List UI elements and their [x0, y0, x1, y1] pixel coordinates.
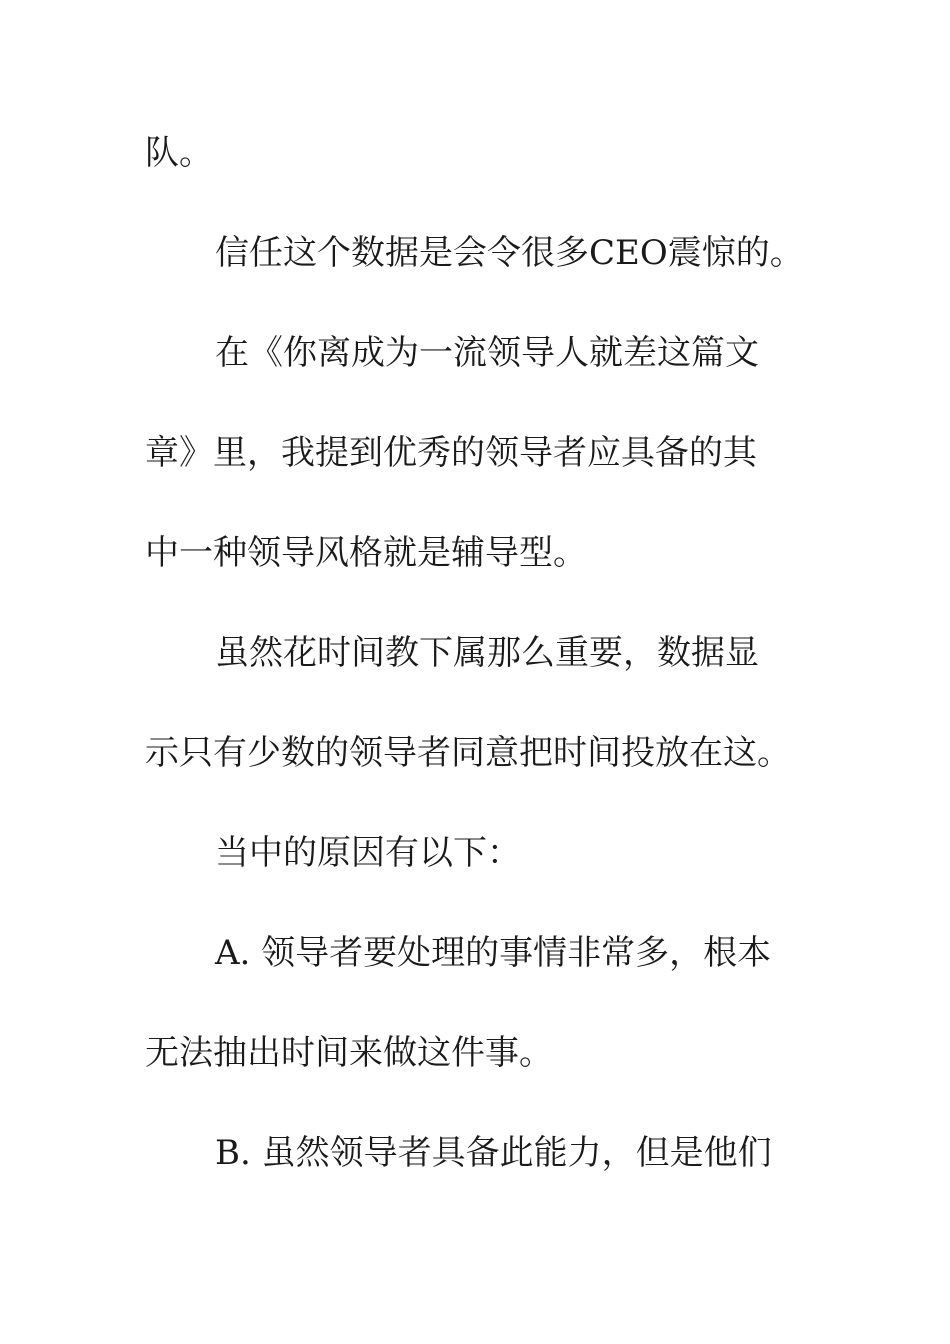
list-item-a: A. 领导者要处理的事情非常多，根本 [215, 933, 772, 973]
text-line: 虽然花时间教下属那么重要，数据显 [215, 633, 759, 673]
text-line: 章》里，我提到优秀的领导者应具备的其 [145, 433, 757, 473]
text-line: 中一种领导风格就是辅导型。 [145, 533, 587, 573]
text-line: 队。 [145, 133, 213, 173]
text-line: 信任这个数据是会令很多CEO震惊的。 [215, 233, 804, 273]
text-line: 在《你离成为一流领导人就差这篇文 [215, 333, 759, 373]
text-line: 示只有少数的领导者同意把时间投放在这。 [145, 733, 791, 773]
text-line: 无法抽出时间来做这件事。 [145, 1033, 553, 1073]
text-line: 当中的原因有以下： [215, 833, 521, 873]
list-item-b: B. 虽然领导者具备此能力，但是他们 [215, 1133, 772, 1173]
